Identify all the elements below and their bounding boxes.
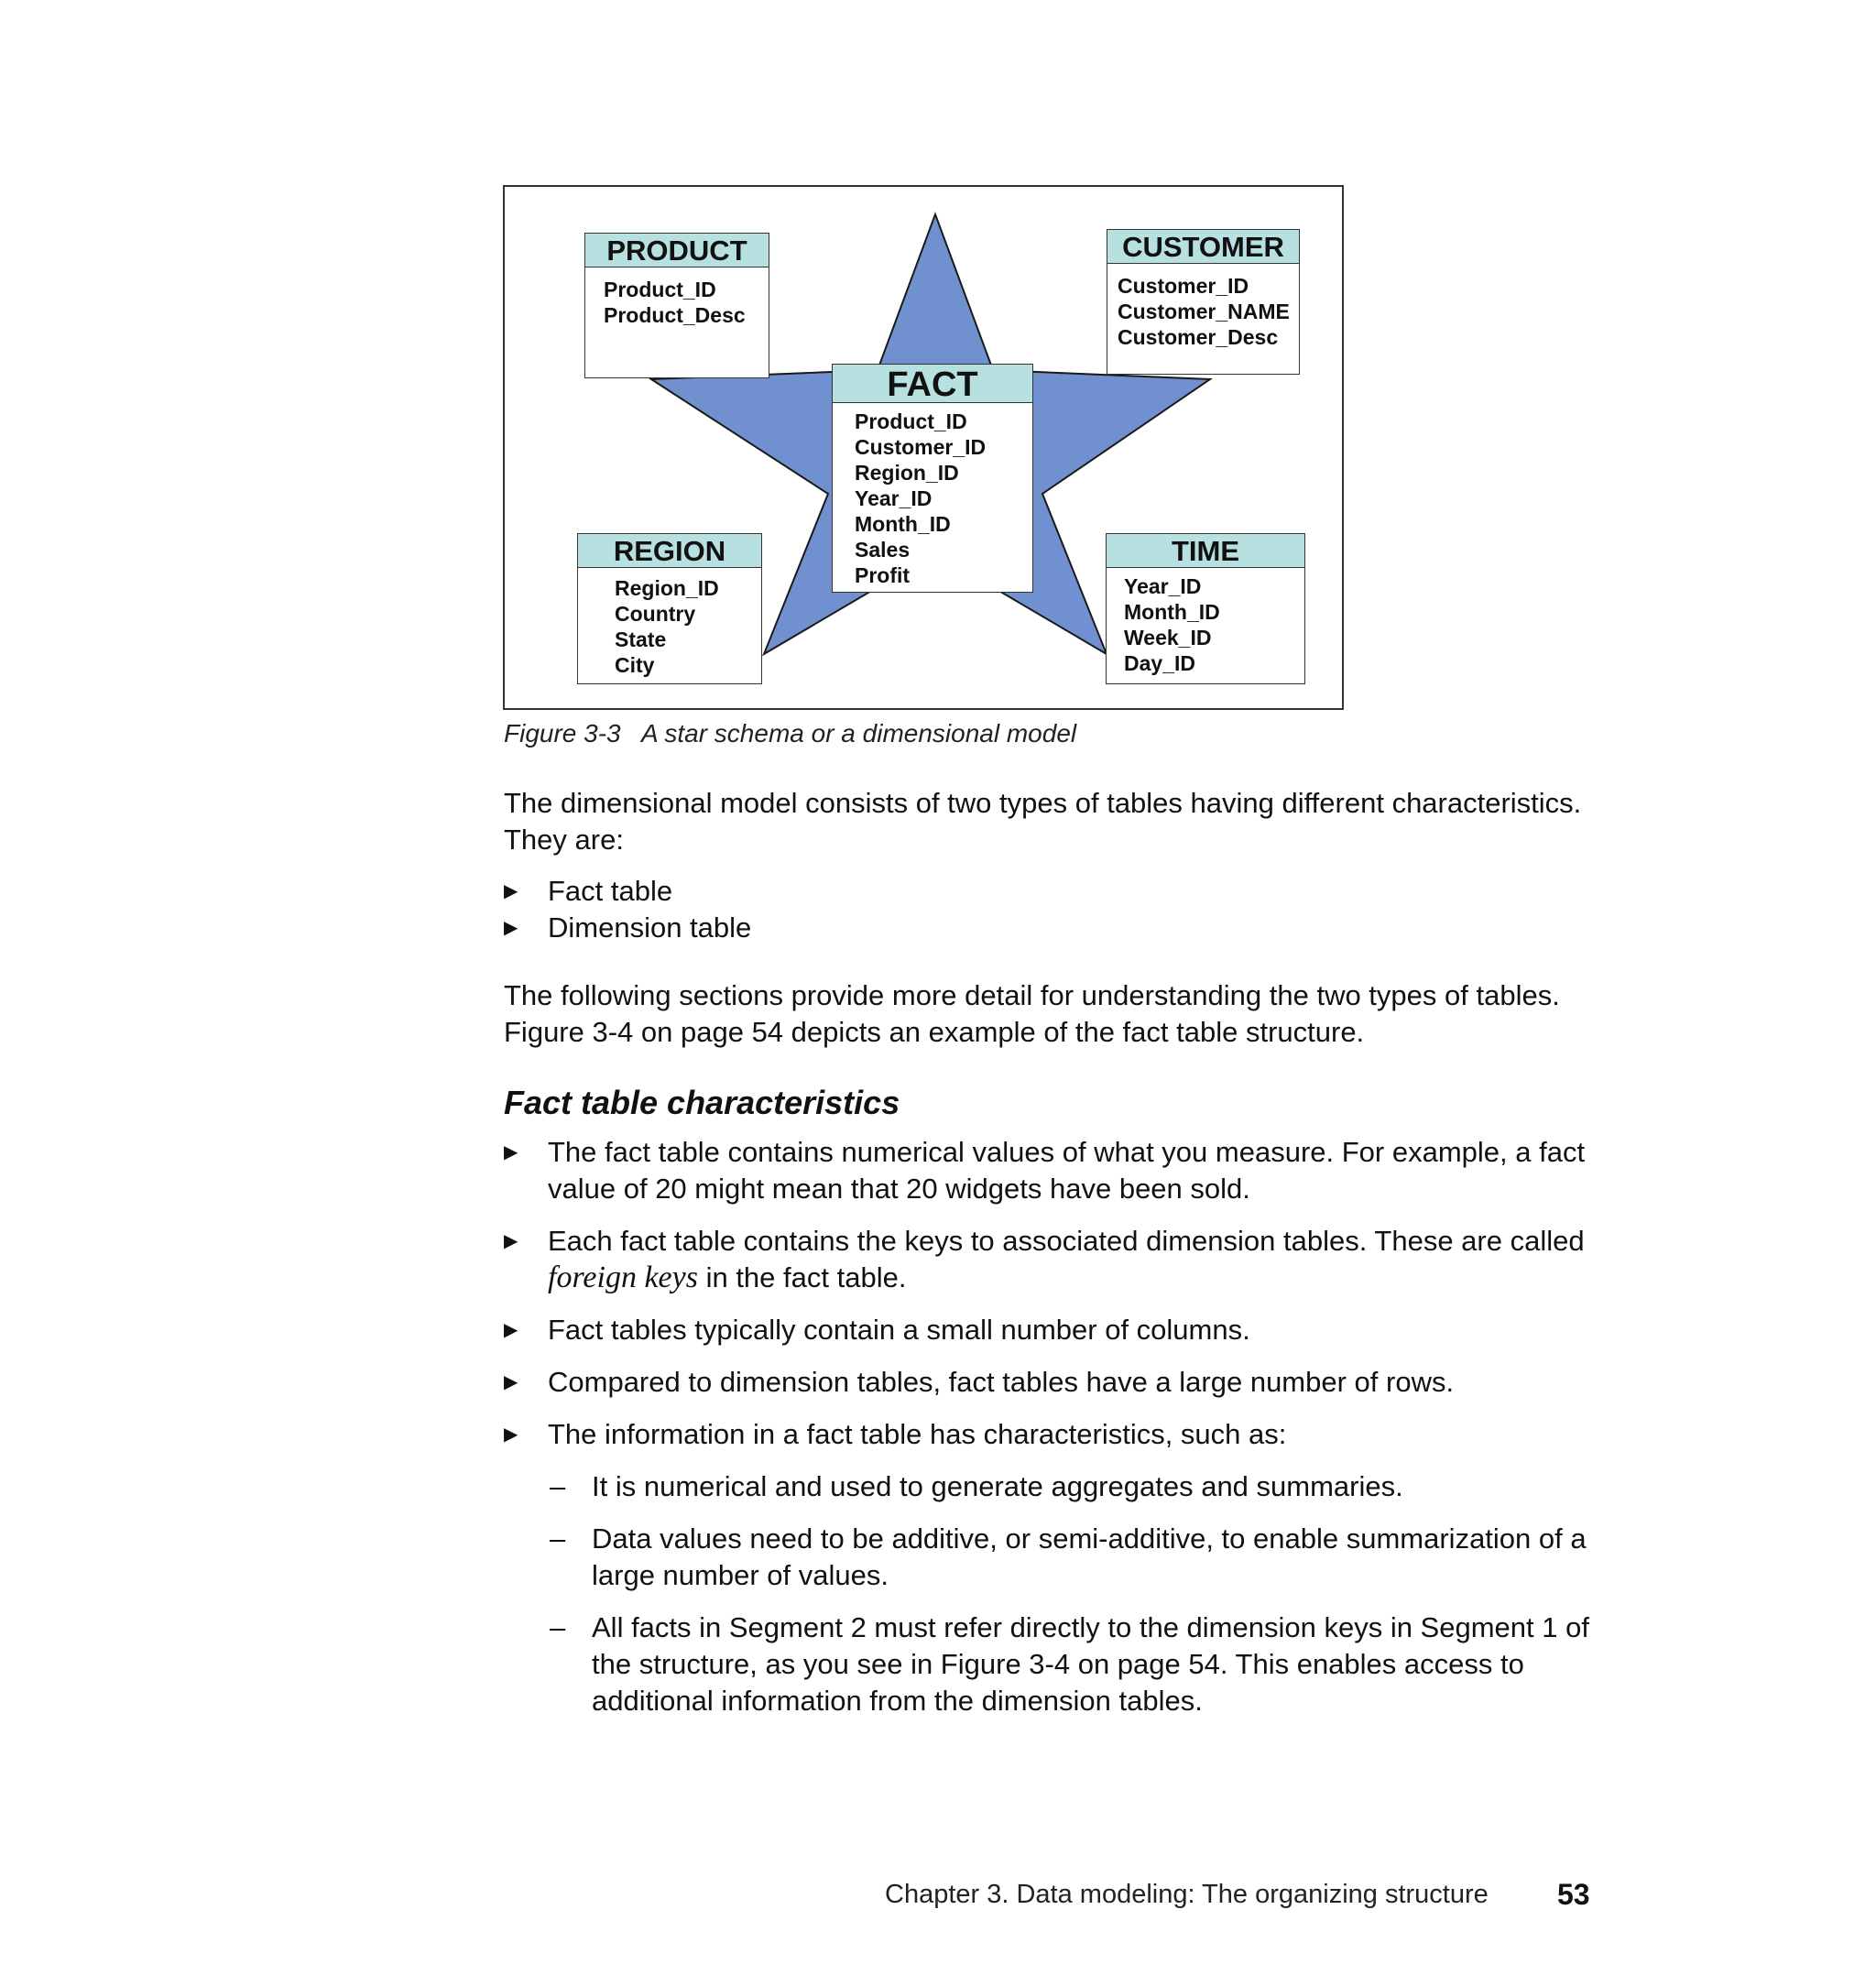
- list-item-text: All facts in Segment 2 must refer directly to the dimension keys in Segment 1 of the structure, as you see in Figure 3-4 on page 54. This enables access to additional information from the dimension tables.: [592, 1611, 1589, 1717]
- table-type-list: [504, 873, 1603, 946]
- triangle-bullet-icon: ▶: [504, 1142, 518, 1162]
- list-item: [504, 873, 1603, 910]
- product-field: Product_Desc: [604, 303, 746, 327]
- figure-caption-number: Figure 3-3: [504, 719, 621, 747]
- list-item: [504, 1364, 1603, 1416]
- section-heading: Fact table characteristics: [504, 1084, 900, 1121]
- dash-bullet-icon: –: [550, 1470, 566, 1502]
- dash-bullet-icon: –: [550, 1522, 566, 1555]
- fact-field: Customer_ID: [855, 435, 987, 459]
- product-table: [584, 233, 769, 378]
- fact-field: Month_ID: [855, 512, 951, 536]
- list-item-text: Dimension table: [548, 911, 752, 944]
- triangle-bullet-icon: ▶: [504, 1424, 518, 1445]
- sub-characteristics-list: [548, 1468, 1601, 1719]
- list-item: [504, 910, 1603, 946]
- triangle-bullet-icon: ▶: [504, 1372, 518, 1392]
- figure-caption: [504, 719, 1076, 748]
- page-number: 53: [1557, 1878, 1590, 1911]
- customer-field: Customer_Desc: [1118, 325, 1279, 349]
- time-table: [1106, 533, 1305, 684]
- time-field: Week_ID: [1124, 626, 1212, 649]
- triangle-bullet-icon: ▶: [504, 918, 518, 938]
- fact-field: Year_ID: [855, 486, 933, 510]
- fact-table-fields: [833, 403, 1032, 588]
- emphasis-term: foreign keys: [548, 1260, 698, 1294]
- product-table-fields: [585, 267, 769, 328]
- region-field: Region_ID: [615, 576, 719, 600]
- product-field: Product_ID: [604, 278, 716, 301]
- list-item: [548, 1610, 1601, 1719]
- figure-caption-text: A star schema or a dimensional model: [640, 719, 1077, 747]
- region-field: City: [615, 653, 655, 677]
- region-field: State: [615, 627, 667, 651]
- chapter-footer: Chapter 3. Data modeling: The organizing structure: [885, 1880, 1489, 1909]
- detail-paragraph: The following sections provide more detail for understanding the two types of tables. Figure 3-4 on page 54 depicts an example of the fact table structure.: [504, 979, 1560, 1048]
- list-item-text: Data values need to be additive, or semi-additive, to enable summarization of a large number of values.: [592, 1522, 1587, 1591]
- list-item: [548, 1521, 1601, 1610]
- characteristics-list: [504, 1134, 1603, 1468]
- dash-bullet-icon: –: [550, 1611, 566, 1643]
- list-item-text: Each fact table contains the keys to associated dimension tables. These are called: [548, 1225, 1585, 1257]
- list-item-text: Fact tables typically contain a small number of columns.: [548, 1314, 1250, 1346]
- time-field: Year_ID: [1124, 574, 1202, 598]
- list-item: [548, 1468, 1601, 1521]
- time-table-fields: [1107, 568, 1304, 676]
- region-field: Country: [615, 602, 696, 626]
- list-item: [504, 1312, 1603, 1364]
- region-table: [577, 533, 762, 684]
- intro-paragraph: The dimensional model consists of two types of tables having different characteristics. They are:: [504, 787, 1582, 856]
- customer-table-fields: [1107, 264, 1299, 350]
- list-item-text: The fact table contains numerical values of what you measure. For example, a fact value of 20 might mean that 20 widgets have been sold.: [548, 1136, 1586, 1205]
- list-item: [504, 1134, 1603, 1223]
- customer-field: Customer_NAME: [1118, 300, 1290, 323]
- customer-field: Customer_ID: [1118, 274, 1249, 298]
- region-table-title: REGION: [578, 534, 761, 568]
- list-item-text: It is numerical and used to generate aggregates and summaries.: [592, 1470, 1403, 1502]
- time-field: Month_ID: [1124, 600, 1220, 624]
- fact-field: Sales: [855, 538, 911, 562]
- time-field: Day_ID: [1124, 651, 1195, 675]
- fact-field: Profit: [855, 563, 911, 587]
- list-item: [504, 1416, 1603, 1468]
- fact-table-title: FACT: [833, 365, 1032, 403]
- list-item-text: Fact table: [548, 875, 673, 907]
- fact-field: Region_ID: [855, 461, 959, 485]
- customer-table: [1107, 229, 1300, 375]
- triangle-bullet-icon: ▶: [504, 1320, 518, 1340]
- star-schema-figure: [503, 185, 1344, 710]
- fact-table: [832, 364, 1033, 593]
- triangle-bullet-icon: ▶: [504, 881, 518, 901]
- list-item-text: Compared to dimension tables, fact tables have a large number of rows.: [548, 1366, 1455, 1398]
- list-item-text: The information in a fact table has characteristics, such as:: [548, 1418, 1287, 1450]
- time-table-title: TIME: [1107, 534, 1304, 568]
- triangle-bullet-icon: ▶: [504, 1231, 518, 1251]
- fact-field: Product_ID: [855, 409, 967, 433]
- list-item: [504, 1223, 1603, 1312]
- list-item-text: in the fact table.: [697, 1261, 907, 1293]
- product-table-title: PRODUCT: [585, 234, 769, 267]
- customer-table-title: CUSTOMER: [1107, 230, 1299, 264]
- region-table-fields: [578, 568, 761, 678]
